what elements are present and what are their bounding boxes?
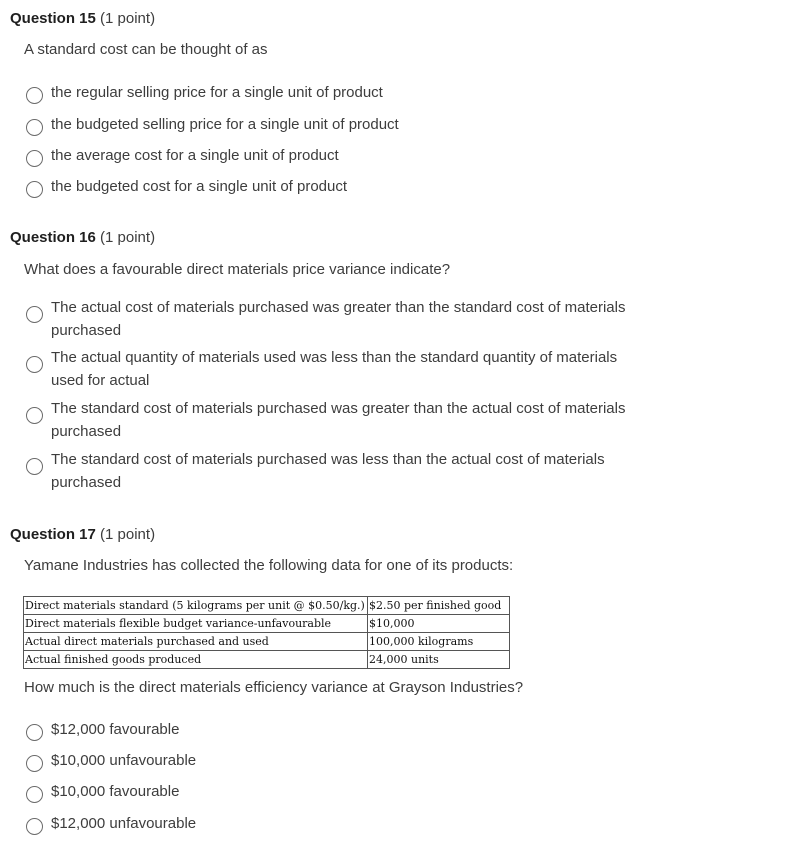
q17-question: How much is the direct materials efficiency variance at Grayson Industries? [24,679,524,696]
radio-button[interactable] [26,407,43,424]
q15-title: Question 15 [10,10,96,27]
table-cell: $10,000 [368,615,510,633]
radio-button[interactable] [26,458,43,475]
q16-option-4-label: The standard cost of materials purchased was less than the actual cost of materials purchased [51,451,605,491]
radio-button[interactable] [26,306,43,323]
radio-button[interactable] [26,181,43,198]
q16-points: (1 point) [100,229,156,246]
table-cell: 100,000 kilograms [368,633,510,651]
q15-option-2-label: the budgeted selling price for a single unit of product [51,116,399,133]
table-cell: Direct materials standard (5 kilograms per unit @ $0.50/kg.) [24,597,368,615]
q15-option-4-label: the budgeted cost for a single unit of product [51,178,348,195]
q15-option-1-label: the regular selling price for a single unit of product [51,84,383,101]
q15-prompt: A standard cost can be thought of as [24,41,268,58]
q16-header [10,229,155,246]
table-cell: Actual direct materials purchased and used [24,633,368,651]
q16-option-3-label: The standard cost of materials purchased was greater than the actual cost of materials purchased [51,400,626,440]
data-table [23,596,510,669]
q16-option-2-label: The actual quantity of materials used was less than the standard quantity of materials used for actual [51,349,618,389]
radio-button[interactable] [26,356,43,373]
table-row [24,597,510,615]
radio-button[interactable] [26,786,43,803]
q15-option-3-label: the average cost for a single unit of product [51,147,339,164]
q16-prompt: What does a favourable direct materials price variance indicate? [24,261,451,278]
radio-button[interactable] [26,150,43,167]
q16-title: Question 16 [10,229,96,246]
q17-points: (1 point) [100,526,156,543]
radio-button[interactable] [26,818,43,835]
q17-option-1-label: $12,000 favourable [51,721,180,738]
q17-option-4-label: $12,000 unfavourable [51,815,197,832]
table-cell: Actual finished goods produced [24,651,368,669]
table-row [24,651,510,669]
q17-title: Question 17 [10,526,96,543]
q17-prompt: Yamane Industries has collected the following data for one of its products: [24,557,514,574]
q17-option-3-label: $10,000 favourable [51,783,180,800]
radio-button[interactable] [26,755,43,772]
q17-option-2-label: $10,000 unfavourable [51,752,197,769]
radio-button[interactable] [26,87,43,104]
table-cell: Direct materials flexible budget variance-unfavourable [24,615,368,633]
q15-points: (1 point) [100,10,156,27]
table-cell: 24,000 units [368,651,510,669]
table-row [24,633,510,651]
radio-button[interactable] [26,724,43,741]
table-cell: $2.50 per finished good [368,597,510,615]
table-row [24,615,510,633]
radio-button[interactable] [26,119,43,136]
q17-header [10,526,155,543]
q15-header [10,10,155,27]
q16-option-1-label: The actual cost of materials purchased was greater than the standard cost of materials purchased [51,299,626,339]
